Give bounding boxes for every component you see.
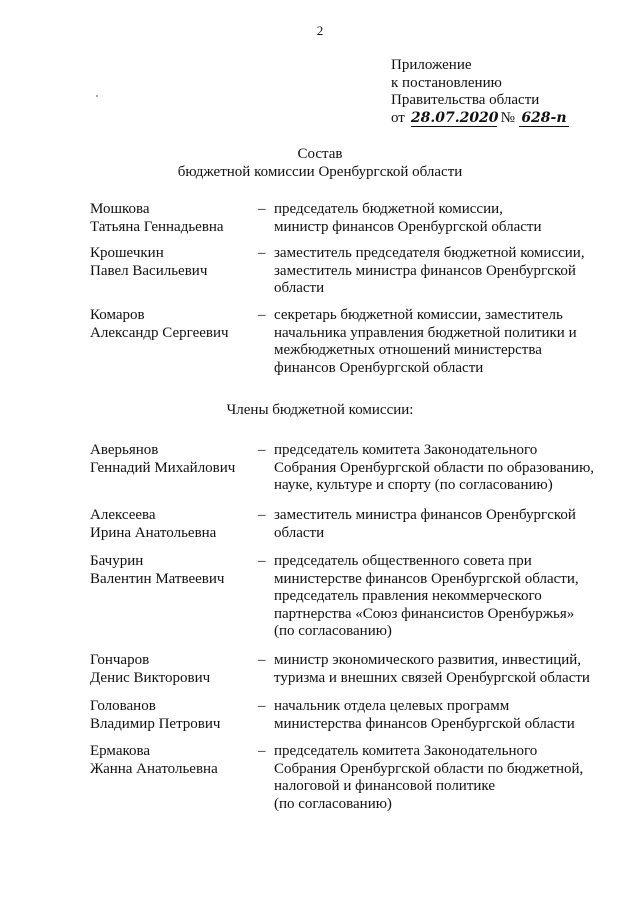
dash: – xyxy=(258,553,266,569)
surname: Бачурин xyxy=(90,553,144,569)
person-name xyxy=(90,245,250,280)
surname: Гончаров xyxy=(90,652,150,668)
dash: – xyxy=(258,507,266,523)
appendix-date-line xyxy=(391,110,569,128)
dash: – xyxy=(258,442,266,458)
appendix-line-2: к постановлению xyxy=(391,74,502,91)
scan-speck xyxy=(96,95,98,97)
dash: – xyxy=(258,201,266,217)
role-line: министр финансов Оренбургской области xyxy=(274,218,542,235)
person-role xyxy=(274,442,610,495)
appendix-line-1: Приложение xyxy=(391,57,472,73)
given-name: Александр Сергеевич xyxy=(90,324,229,341)
role-line: Собрания Оренбургской области по бюджетной, xyxy=(274,760,584,777)
handwritten-number: 628-п xyxy=(519,111,569,127)
person-role xyxy=(274,245,610,298)
date-prefix: от xyxy=(391,109,405,126)
given-name: Павел Васильевич xyxy=(90,262,208,279)
surname: Комаров xyxy=(90,307,145,323)
person-name xyxy=(90,507,250,542)
role-line: науке, культуре и спорту (по согласованию) xyxy=(274,477,553,493)
surname: Крошечкин xyxy=(90,245,164,261)
role-line: председатель комитета Законодательного xyxy=(274,743,538,759)
dash: – xyxy=(258,743,266,759)
role-line: министерстве финансов Оренбургской области, xyxy=(274,570,579,587)
role-line: начальник отдела целевых программ xyxy=(274,698,510,714)
role-line: начальника управления бюджетной политики и xyxy=(274,324,577,341)
person-role xyxy=(274,743,610,813)
role-line: заместитель министра финансов Оренбургской xyxy=(274,507,576,523)
role-line: Собрания Оренбургской области по образованию, xyxy=(274,459,595,476)
surname: Голованов xyxy=(90,698,156,714)
number-sign: № xyxy=(500,109,515,126)
given-name: Владимир Петрович xyxy=(90,715,221,732)
dash: – xyxy=(258,652,266,668)
role-line: налоговой и финансовой политике xyxy=(274,778,495,794)
person-name xyxy=(90,307,250,342)
dash: – xyxy=(258,245,266,261)
role-line: партнерства «Союз финансистов Оренбуржья» xyxy=(274,605,575,622)
given-name: Ирина Анатольевна xyxy=(90,524,217,541)
role-line: (по согласованию) xyxy=(274,795,392,812)
role-line: секретарь бюджетной комиссии, заместитель xyxy=(274,307,563,323)
person-role xyxy=(274,652,610,687)
role-line: межбюджетных отношений министерства xyxy=(274,342,542,358)
person-name xyxy=(90,442,250,477)
role-line: туризма и внешних связей Оренбургской области xyxy=(274,669,590,686)
role-line: области xyxy=(274,524,325,541)
person-name xyxy=(90,201,250,236)
person-role xyxy=(274,307,610,377)
person-role xyxy=(274,553,610,641)
role-line: финансов Оренбургской области xyxy=(274,359,484,376)
dash: – xyxy=(258,307,266,323)
surname: Аверьянов xyxy=(90,442,159,458)
role-line: области xyxy=(274,280,325,296)
appendix-block xyxy=(391,57,569,127)
given-name: Валентин Матвеевич xyxy=(90,570,225,587)
handwritten-date: 28.07.2020 xyxy=(410,109,499,126)
surname: Алексеева xyxy=(90,507,156,523)
given-name: Геннадий Михайлович xyxy=(90,459,236,476)
role-line: министерства финансов Оренбургской области xyxy=(274,715,575,732)
surname: Ермакова xyxy=(90,743,151,759)
person-role xyxy=(274,201,610,236)
given-name: Татьяна Геннадьевна xyxy=(90,218,224,235)
given-name: Жанна Анатольевна xyxy=(90,760,218,777)
person-name xyxy=(90,652,250,687)
appendix-line-3: Правительства области xyxy=(391,92,540,108)
role-line: заместитель председателя бюджетной комиссии, xyxy=(274,245,585,261)
person-role xyxy=(274,698,610,733)
person-role xyxy=(274,507,610,542)
page-number: 2 xyxy=(316,23,324,38)
document-subtitle: бюджетной комиссии Оренбургской области xyxy=(177,164,463,180)
document-title: Состав xyxy=(297,146,343,162)
person-name xyxy=(90,698,250,733)
role-line: председатель общественного совета при xyxy=(274,553,532,569)
role-line: председатель комитета Законодательного xyxy=(274,442,538,458)
role-line: министр экономического развития, инвестиций, xyxy=(274,652,582,668)
given-name: Денис Викторович xyxy=(90,669,211,686)
surname: Мошкова xyxy=(90,201,150,217)
dash: – xyxy=(258,698,266,714)
role-line: заместитель министра финансов Оренбургской xyxy=(274,262,576,279)
role-line: (по согласованию) xyxy=(274,623,392,639)
members-heading: Члены бюджетной комиссии: xyxy=(226,402,414,418)
role-line: председатель правления некоммерческого xyxy=(274,588,542,604)
person-name xyxy=(90,553,250,588)
role-line: председатель бюджетной комиссии, xyxy=(274,201,503,217)
person-name xyxy=(90,743,250,778)
